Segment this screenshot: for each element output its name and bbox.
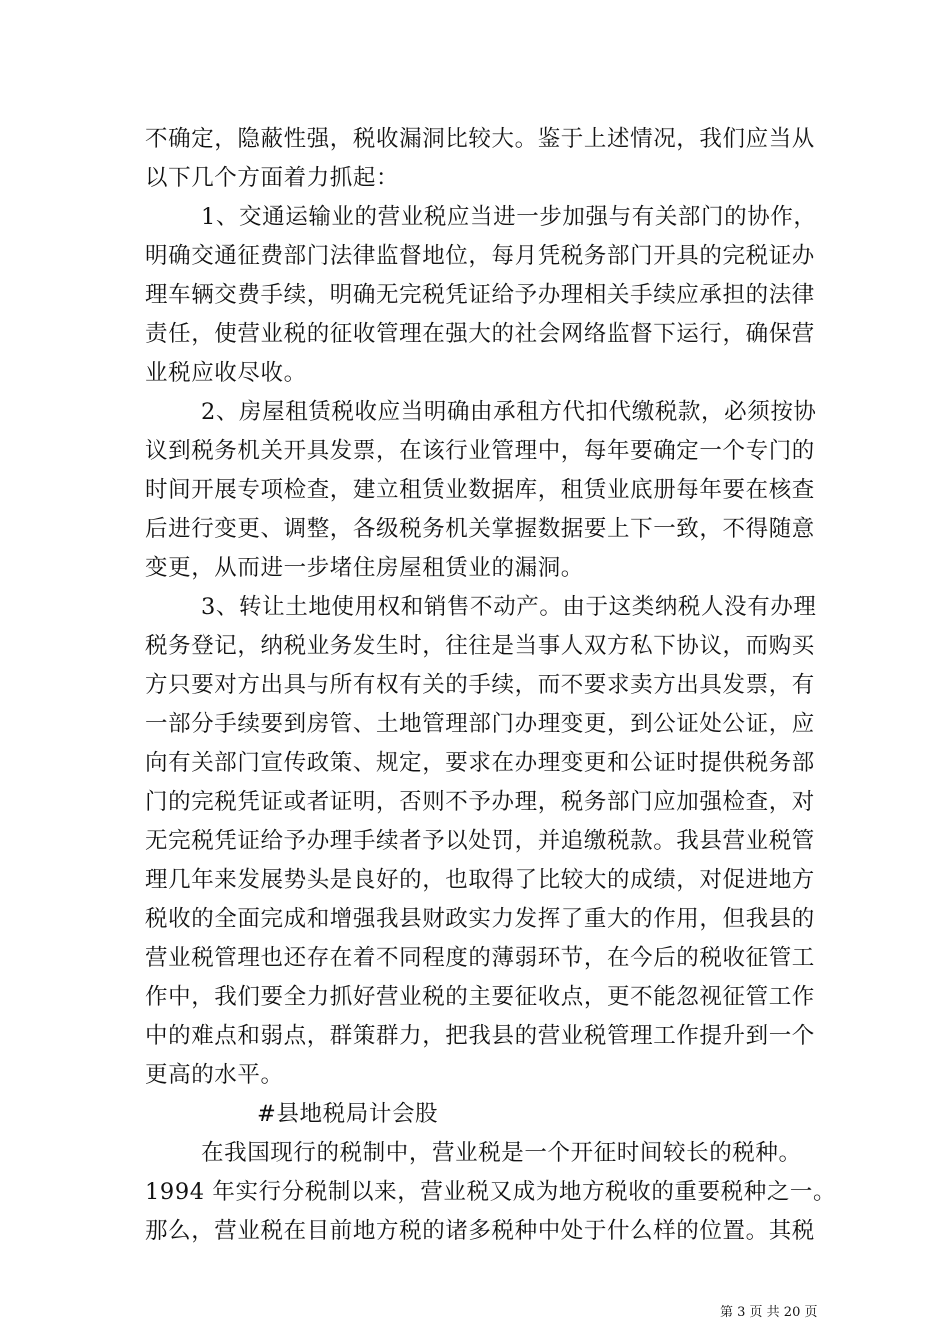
text-line: 那么，营业税在目前地方税的诸多税种中处于什么样的位置。其税 (145, 1218, 815, 1244)
text-line: 税务登记，纳税业务发生时，往往是当事人双方私下协议，而购买 (145, 633, 815, 659)
text-line: 理几年来发展势头是良好的，也取得了比较大的成绩，对促进地方 (145, 867, 815, 893)
text-line: 明确交通征费部门法律监督地位，每月凭税务部门开具的完税证办 (145, 243, 815, 269)
text-line: 理车辆交费手续，明确无完税凭证给予办理相关手续应承担的法律 (145, 282, 815, 308)
text-line: 3、转让土地使用权和销售不动产。由于这类纳税人没有办理 (201, 594, 817, 620)
text-line: 营业税管理也还存在着不同程度的薄弱环节，在今后的税收征管工 (145, 945, 815, 971)
text-line: 一部分手续要到房管、土地管理部门办理变更，到公证处公证，应 (145, 711, 815, 737)
text-line: 以下几个方面着力抓起： (145, 165, 400, 191)
text-line: 议到税务机关开具发票，在该行业管理中，每年要确定一个专门的 (145, 438, 815, 464)
text-line: 责任，使营业税的征收管理在强大的社会网络监督下运行，确保营 (145, 321, 815, 347)
text-line: 在我国现行的税制中，营业税是一个开征时间较长的税种。 (201, 1140, 802, 1166)
text-line: 变更，从而进一步堵住房屋租赁业的漏洞。 (145, 555, 584, 581)
text-line: 1994 年实行分税制以来，营业税又成为地方税收的重要税种之一。 (145, 1179, 837, 1205)
text-line: 方只要对方出具与所有权有关的手续，而不要求卖方出具发票，有 (145, 672, 815, 698)
text-line: 门的完税凭证或者证明，否则不予办理，税务部门应加强检查，对 (145, 789, 815, 815)
page-footer: 第 3 页 共 20 页 (720, 1305, 818, 1320)
text-line: 1、交通运输业的营业税应当进一步加强与有关部门的协作， (201, 204, 817, 230)
text-line: 税收的全面完成和增强我县财政实力发挥了重大的作用，但我县的 (145, 906, 815, 932)
text-line: 无完税凭证给予办理手续者予以处罚，并追缴税款。我县营业税管 (145, 828, 815, 854)
text-line: 作中，我们要全力抓好营业税的主要征收点，更不能忽视征管工作 (145, 984, 815, 1010)
text-line: 中的难点和弱点，群策群力，把我县的营业税管理工作提升到一个 (145, 1023, 815, 1049)
text-line: 后进行变更、调整，各级税务机关掌握数据要上下一致，不得随意 (145, 516, 815, 542)
text-line: 业税应收尽收。 (145, 360, 307, 386)
text-line: 向有关部门宣传政策、规定，要求在办理变更和公证时提供税务部 (145, 750, 815, 776)
author-line: #县地税局计会股 (257, 1101, 439, 1127)
text-line: 更高的水平。 (145, 1062, 284, 1088)
text-line: 时间开展专项检查，建立租赁业数据库，租赁业底册每年要在核查 (145, 477, 815, 503)
text-line: 2、房屋租赁税收应当明确由承租方代扣代缴税款，必须按协 (201, 399, 817, 425)
text-line: 不确定，隐蔽性强，税收漏洞比较大。鉴于上述情况，我们应当从 (145, 126, 815, 152)
